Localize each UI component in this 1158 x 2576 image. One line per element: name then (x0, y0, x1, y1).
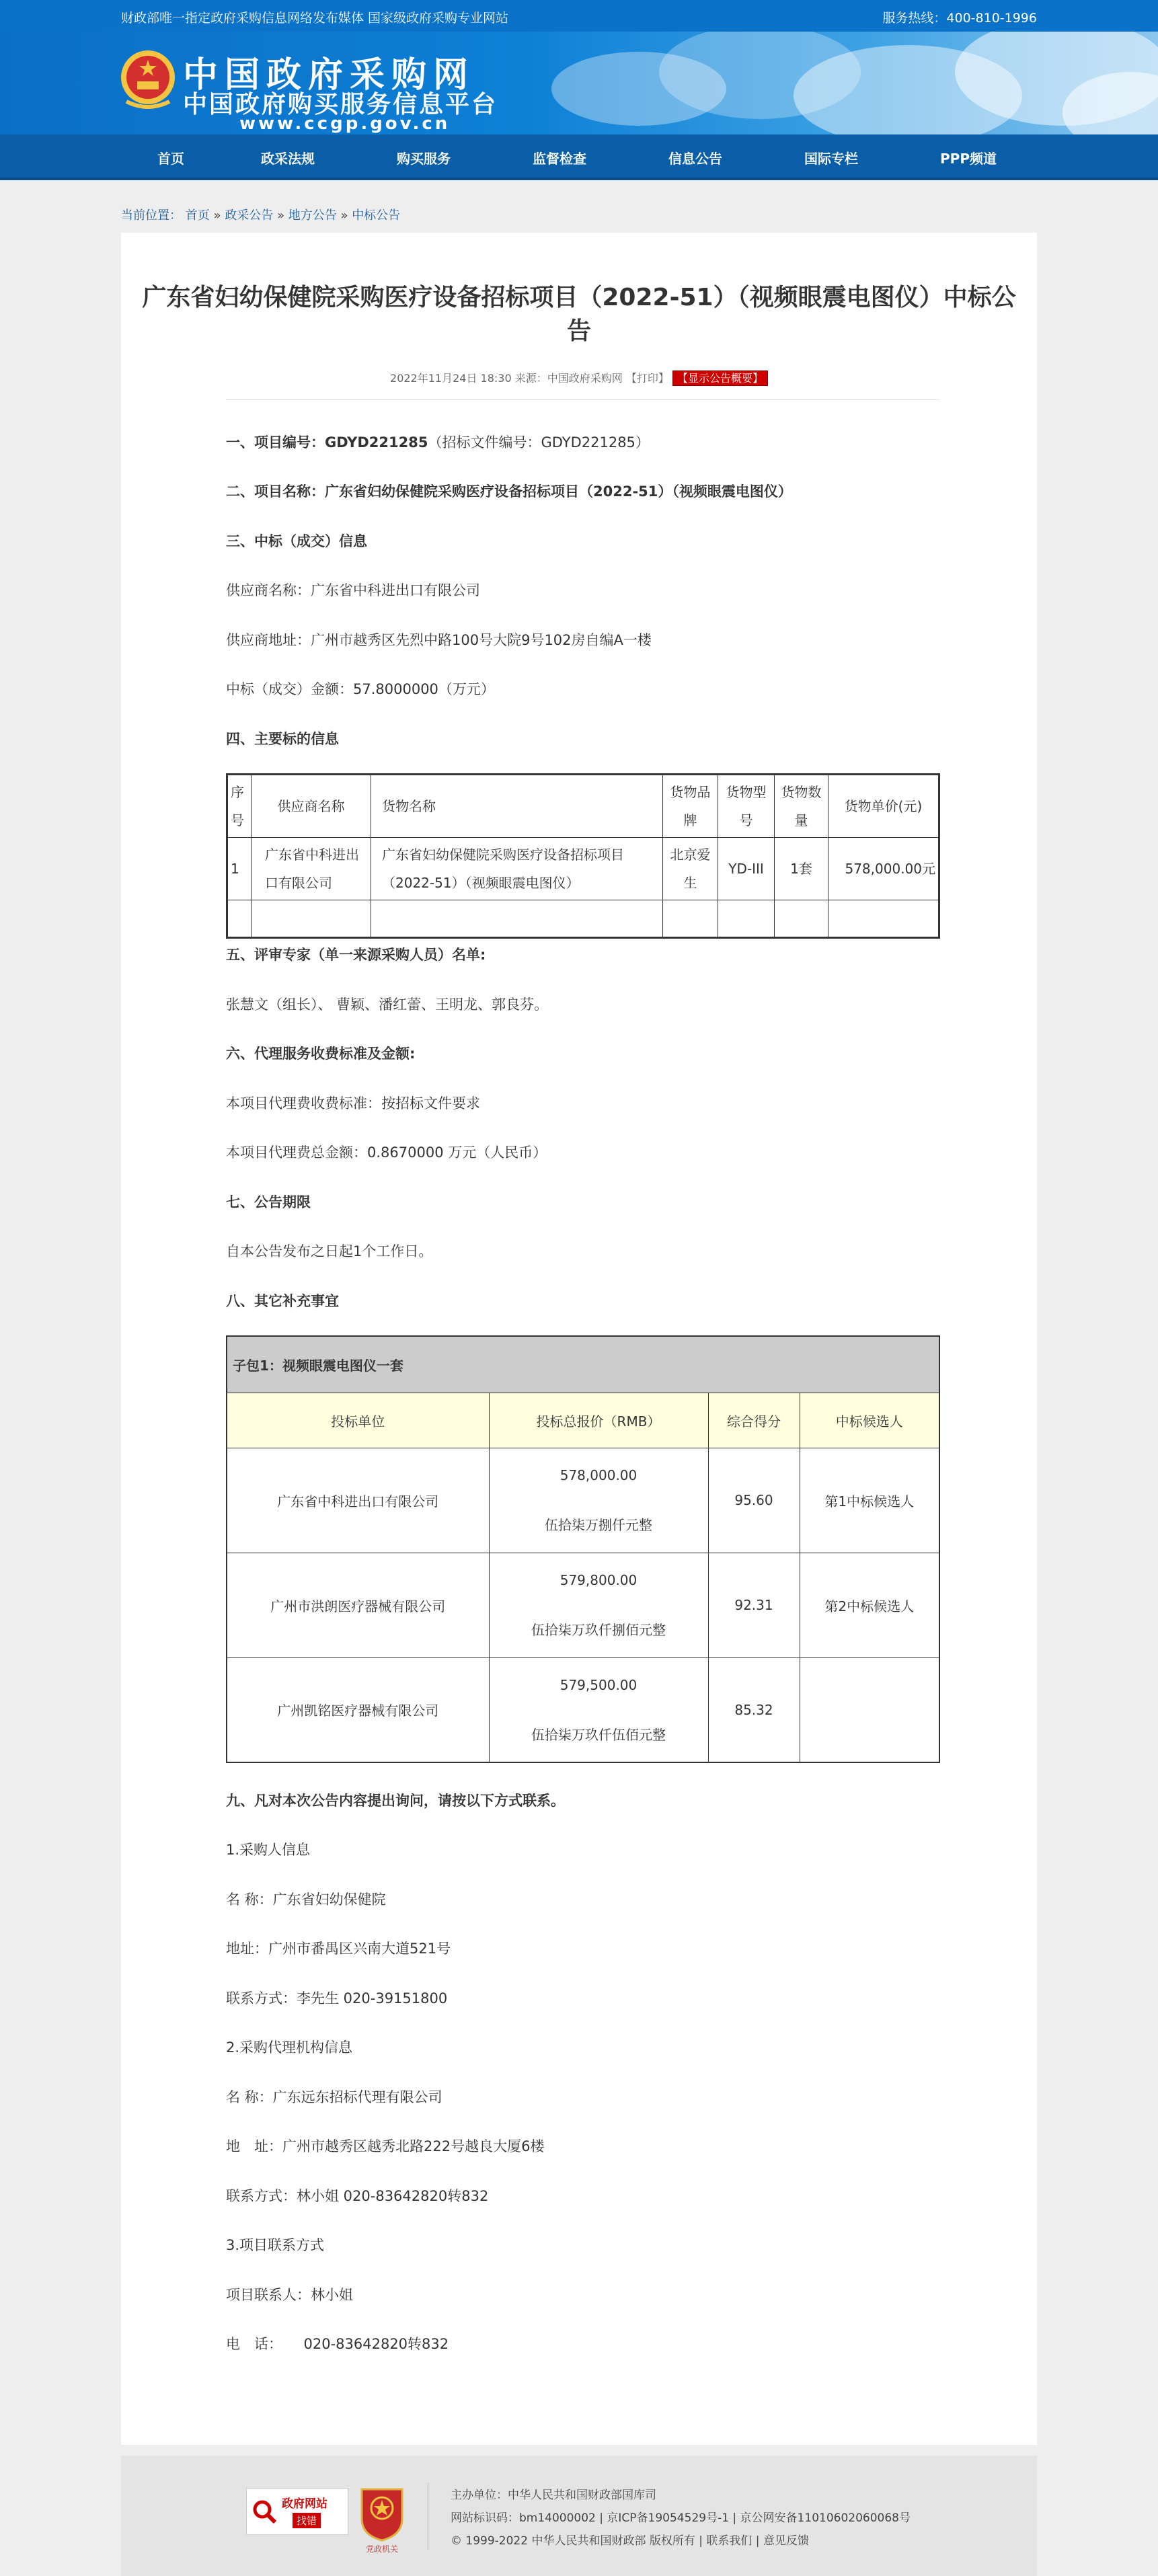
site-logo-subtitle: 中国政府购买服务信息平台 (183, 91, 498, 118)
site-banner (0, 32, 1158, 134)
table-row: 广东省中科进出口有限公司 578,000.00 伍拾柒万捌仟元整 95.60 第1中标候选人 (227, 1448, 939, 1553)
agency-heading: 2.采购代理机构信息 (226, 2039, 353, 2056)
page-title: 广东省妇幼保健院采购医疗设备招标项目（2022-51）（视频眼震电图仪）中标公告 (142, 284, 1016, 345)
national-emblem-icon[interactable] (120, 48, 176, 112)
table-row: 1 广东省中科进出口有限公司 广东省妇幼保健院采购医疗设备招标项目（2022-51）（视频眼震电图仪） 北京爱生 YD-III 1套 578,000.00元 (227, 838, 939, 900)
divider (226, 399, 940, 400)
section-experts: 五、评审专家（单一来源采购人员）名单: (226, 947, 486, 963)
footer-copyright: © 1999-2022 中华人民共和国财政部 版权所有 | 联系我们 | 意见反馈 (451, 2534, 809, 2548)
top-bar-slogan: 财政部唯一指定政府采购信息网络发布媒体 国家级政府采购专业网站 (121, 11, 509, 26)
supplier-name: 供应商名称：广东省中科进出口有限公司 (226, 582, 480, 598)
agency-name: 名 称：广东远东招标代理有限公司 (226, 2089, 442, 2105)
nav-supervision[interactable]: 监督检查 (533, 151, 586, 167)
breadcrumb: 当前位置： 首页 » 政采公告 » 地方公告 » 中标公告 (121, 208, 401, 223)
show-summary-button[interactable]: 【显示公告概要】 (672, 370, 768, 386)
publish-date: 2022年11月24日 18:30 (390, 372, 512, 385)
bid-results-table (226, 1335, 940, 1763)
site-url: www.ccgp.gov.cn (239, 114, 451, 134)
purchaser-heading: 1.采购人信息 (226, 1842, 311, 1858)
section-supplementary: 八、其它补充事宜 (226, 1293, 339, 1309)
footer-registration: 网站标识码：bm14000002 | 京ICP备19054529号-1 | 京公网安备11010602060068号 (451, 2511, 911, 2525)
section-agency-fee: 六、代理服务收费标准及金额: (226, 1046, 416, 1062)
breadcrumb-award[interactable]: 中标公告 (352, 208, 401, 223)
nav-international[interactable]: 国际专栏 (804, 151, 858, 167)
article-source: 来源：中国政府采购网 (514, 372, 623, 385)
print-link[interactable]: 【打印】 (625, 372, 669, 385)
fee-amount: 本项目代理费总金额：0.8670000 万元（人民币） (226, 1144, 547, 1161)
section-main-items: 四、主要标的信息 (226, 731, 339, 747)
section-contact: 九、凡对本次公告内容提出询问，请按以下方式联系。 (226, 1793, 565, 1809)
supplier-address: 供应商地址：广州市越秀区先烈中路100号大院9号102房自编A一楼 (226, 632, 652, 648)
nav-home[interactable]: 首页 (157, 151, 184, 167)
party-gov-badge-icon[interactable] (358, 2485, 406, 2542)
purchaser-contact: 联系方式：李先生 020-39151800 (226, 1990, 448, 2006)
top-bar (0, 0, 1158, 32)
project-contact-heading: 3.项目联系方式 (226, 2237, 325, 2253)
nav-announcements[interactable]: 信息公告 (668, 151, 722, 167)
table-header-row: 投标单位 投标总报价（RMB） 综合得分 中标候选人 (227, 1393, 939, 1448)
table-row: 广州市洪朗医疗器械有限公司 579,800.00 伍拾柒万玖仟捌佰元整 92.31 第2中标候选人 (227, 1553, 939, 1657)
footer-sponsor: 主办单位：中华人民共和国财政部国库司 (451, 2489, 656, 2502)
purchaser-address: 地址：广州市番禺区兴南大道521号 (226, 1941, 451, 1957)
magnifier-icon (251, 2498, 278, 2525)
goods-table (226, 773, 940, 939)
section-award-info: 三、中标（成交）信息 (226, 533, 367, 549)
nav-ppp[interactable]: PPP频道 (940, 151, 997, 167)
breadcrumb-home[interactable]: 首页 (185, 208, 210, 223)
article-meta (121, 370, 1037, 385)
service-hotline: 服务热线：400-810-1996 (882, 11, 1037, 26)
agency-address: 地 址：广州市越秀区越秀北路222号越良大厦6楼 (226, 2138, 545, 2154)
package-row (227, 1336, 939, 1393)
announcement-period: 自本公告发布之日起1个工作日。 (226, 1243, 433, 1259)
package-title: 子包1：视频眼震电图仪一套 (227, 1336, 939, 1393)
project-contact-person: 项目联系人：林小姐 (226, 2287, 353, 2303)
breadcrumb-policy[interactable]: 政采公告 (225, 208, 274, 223)
gov-site-error-report-badge[interactable]: 政府网站 找错 (246, 2488, 348, 2535)
table-header-row: 序号 供应商名称 货物名称 货物品牌 货物型号 货物数量 货物单价(元) (227, 775, 939, 838)
project-number: 一、项目编号：GDYD221285（招标文件编号：GDYD221285） (226, 434, 650, 451)
project-contact-phone: 电 话： 020-83642820转832 (226, 2336, 449, 2352)
purchaser-name: 名 称：广东省妇幼保健院 (226, 1891, 386, 1908)
expert-list: 张慧文（组长）、 曹颖、潘红蕾、王明龙、郭良芬。 (226, 997, 549, 1013)
agency-contact: 联系方式：林小姐 020-83642820转832 (226, 2188, 489, 2204)
section-period: 七、公告期限 (226, 1194, 311, 1210)
article-container (121, 233, 1037, 2445)
main-nav (0, 134, 1158, 180)
nav-regulations[interactable]: 政采法规 (261, 151, 315, 167)
nav-purchase-services[interactable]: 购买服务 (397, 151, 451, 167)
fee-standard: 本项目代理费收费标准：按招标文件要求 (226, 1095, 480, 1111)
party-gov-badge-label: 党政机关 (365, 2544, 398, 2554)
project-name: 二、项目名称：广东省妇幼保健院采购医疗设备招标项目（2022-51）（视频眼震电图仪） (226, 483, 792, 500)
award-amount: 中标（成交）金额：57.8000000（万元） (226, 681, 495, 697)
breadcrumb-local[interactable]: 地方公告 (288, 208, 337, 223)
table-row: 广州凯铭医疗器械有限公司 579,500.00 伍拾柒万玖仟伍佰元整 85.32 (227, 1657, 939, 1762)
table-row-empty (227, 900, 939, 938)
site-logo-title[interactable]: 中国政府采购网 (183, 54, 475, 95)
site-footer (121, 2456, 1037, 2576)
